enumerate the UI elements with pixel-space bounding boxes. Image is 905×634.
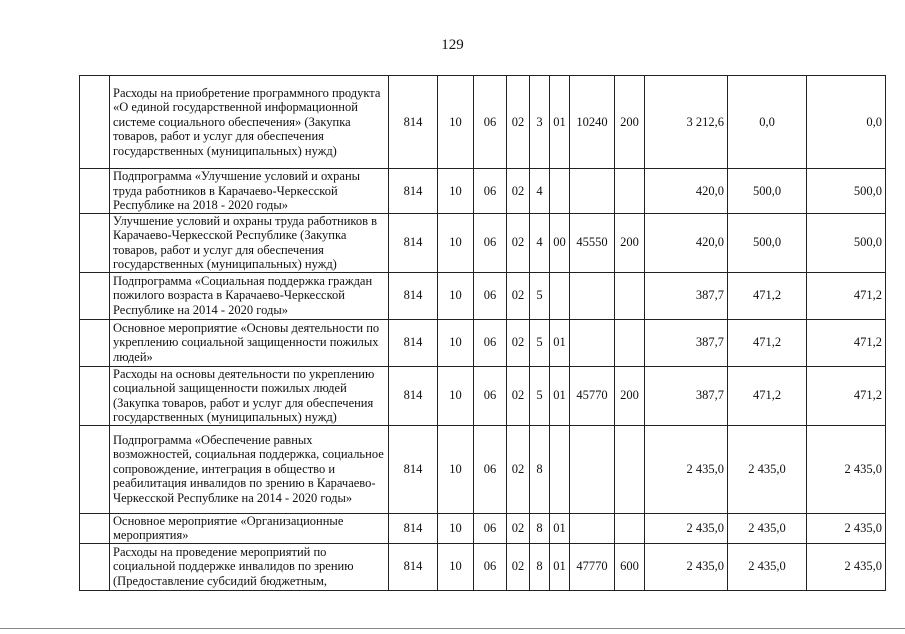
subprogram-code-cell: 8	[530, 513, 550, 543]
subsection-cell: 06	[474, 513, 507, 543]
row-number-cell	[80, 513, 110, 543]
amount-year3-cell: 471,2	[807, 272, 886, 319]
direction-code-cell	[570, 319, 615, 366]
expense-type-cell	[615, 169, 645, 214]
expense-type-cell	[615, 319, 645, 366]
grbs-cell: 814	[389, 513, 438, 543]
table-row	[80, 213, 886, 272]
expense-type-cell: 600	[615, 543, 645, 590]
row-name-cell: Расходы на проведение мероприятий по социальной поддержке инвалидов по зрению (Предоставление субсидий бюджетным,	[110, 543, 389, 590]
expense-type-cell	[615, 513, 645, 543]
section-cell: 10	[438, 76, 474, 169]
row-number-cell	[80, 169, 110, 214]
amount-year1-cell: 387,7	[645, 272, 728, 319]
row-name-cell: Основное мероприятие «Основы деятельности по укреплению социальной защищенности пожилых людей»	[110, 319, 389, 366]
expense-type-cell	[615, 425, 645, 513]
section-cell: 10	[438, 272, 474, 319]
subprogram-code-cell: 8	[530, 543, 550, 590]
row-name-cell: Основное мероприятие «Организационные мероприятия»	[110, 513, 389, 543]
subsection-cell: 06	[474, 76, 507, 169]
expense-type-cell: 200	[615, 76, 645, 169]
grbs-cell: 814	[389, 425, 438, 513]
row-name-cell: Подпрограмма «Социальная поддержка граждан пожилого возраста в Карачаево-Черкесской Республике на 2014 - 2020 годы»	[110, 272, 389, 319]
amount-year1-cell: 2 435,0	[645, 425, 728, 513]
table-row	[80, 76, 886, 169]
direction-code-cell: 47770	[570, 543, 615, 590]
event-code-cell	[550, 272, 570, 319]
subprogram-code-cell: 4	[530, 213, 550, 272]
table-row	[80, 366, 886, 425]
row-number-cell	[80, 272, 110, 319]
event-code-cell: 01	[550, 319, 570, 366]
grbs-cell: 814	[389, 543, 438, 590]
program-code-cell: 02	[507, 543, 530, 590]
amount-year2-cell: 500,0	[728, 213, 807, 272]
amount-year3-cell: 500,0	[807, 169, 886, 214]
page-bottom-edge	[0, 628, 905, 629]
grbs-cell: 814	[389, 272, 438, 319]
direction-code-cell: 10240	[570, 76, 615, 169]
row-name-cell: Улучшение условий и охраны труда работников в Карачаево-Черкесской Республике (Закупка товаров, работ и услуг для обеспечения государственных (муниципальных) нужд)	[110, 213, 389, 272]
event-code-cell: 01	[550, 543, 570, 590]
grbs-cell: 814	[389, 76, 438, 169]
section-cell: 10	[438, 213, 474, 272]
amount-year3-cell: 471,2	[807, 319, 886, 366]
program-code-cell: 02	[507, 272, 530, 319]
subprogram-code-cell: 5	[530, 366, 550, 425]
amount-year1-cell: 2 435,0	[645, 543, 728, 590]
expense-type-cell: 200	[615, 213, 645, 272]
subprogram-code-cell: 5	[530, 319, 550, 366]
section-cell: 10	[438, 319, 474, 366]
amount-year2-cell: 471,2	[728, 272, 807, 319]
section-cell: 10	[438, 425, 474, 513]
program-code-cell: 02	[507, 513, 530, 543]
row-name-cell: Расходы на основы деятельности по укреплению социальной защищенности пожилых людей (Закупка товаров, работ и услуг для обеспечения государственных (муниципальных) нужд)	[110, 366, 389, 425]
section-cell: 10	[438, 366, 474, 425]
section-cell: 10	[438, 169, 474, 214]
amount-year2-cell: 2 435,0	[728, 543, 807, 590]
subsection-cell: 06	[474, 425, 507, 513]
amount-year2-cell: 471,2	[728, 366, 807, 425]
program-code-cell: 02	[507, 425, 530, 513]
amount-year1-cell: 3 212,6	[645, 76, 728, 169]
event-code-cell: 00	[550, 213, 570, 272]
subprogram-code-cell: 5	[530, 272, 550, 319]
event-code-cell	[550, 169, 570, 214]
event-code-cell: 01	[550, 76, 570, 169]
subprogram-code-cell: 8	[530, 425, 550, 513]
amount-year3-cell: 2 435,0	[807, 425, 886, 513]
program-code-cell: 02	[507, 366, 530, 425]
direction-code-cell	[570, 425, 615, 513]
row-name-cell: Подпрограмма «Обеспечение равных возможностей, социальная поддержка, социальное сопровождение, интеграция в общество и реабилитация инвалидов по зрению в Карачаево-Черкесской Республике на 2014 - 2020 годы»	[110, 425, 389, 513]
event-code-cell	[550, 425, 570, 513]
row-number-cell	[80, 425, 110, 513]
row-number-cell	[80, 543, 110, 590]
subprogram-code-cell: 3	[530, 76, 550, 169]
amount-year2-cell: 471,2	[728, 319, 807, 366]
amount-year1-cell: 420,0	[645, 169, 728, 214]
subsection-cell: 06	[474, 366, 507, 425]
expense-type-cell: 200	[615, 366, 645, 425]
row-number-cell	[80, 213, 110, 272]
program-code-cell: 02	[507, 319, 530, 366]
subsection-cell: 06	[474, 319, 507, 366]
subsection-cell: 06	[474, 169, 507, 214]
amount-year3-cell: 0,0	[807, 76, 886, 169]
amount-year2-cell: 2 435,0	[728, 425, 807, 513]
direction-code-cell	[570, 513, 615, 543]
amount-year1-cell: 387,7	[645, 366, 728, 425]
budget-table	[79, 75, 886, 591]
table-row	[80, 425, 886, 513]
subsection-cell: 06	[474, 543, 507, 590]
subsection-cell: 06	[474, 213, 507, 272]
section-cell: 10	[438, 513, 474, 543]
event-code-cell: 01	[550, 513, 570, 543]
table-row	[80, 543, 886, 590]
amount-year2-cell: 500,0	[728, 169, 807, 214]
amount-year2-cell: 2 435,0	[728, 513, 807, 543]
direction-code-cell	[570, 272, 615, 319]
row-name-cell: Расходы на приобретение программного продукта «О единой государственной информационной системе социального обеспечения» (Закупка товаров, работ и услуг для обеспечения государственных (муниципальных) нужд)	[110, 76, 389, 169]
amount-year3-cell: 500,0	[807, 213, 886, 272]
row-number-cell	[80, 319, 110, 366]
amount-year1-cell: 2 435,0	[645, 513, 728, 543]
amount-year1-cell: 420,0	[645, 213, 728, 272]
amount-year3-cell: 2 435,0	[807, 513, 886, 543]
subprogram-code-cell: 4	[530, 169, 550, 214]
row-name-cell: Подпрограмма «Улучшение условий и охраны труда работников в Карачаево-Черкесской Республике на 2018 - 2020 годы»	[110, 169, 389, 214]
amount-year3-cell: 471,2	[807, 366, 886, 425]
grbs-cell: 814	[389, 169, 438, 214]
table-row	[80, 319, 886, 366]
amount-year1-cell: 387,7	[645, 319, 728, 366]
section-cell: 10	[438, 543, 474, 590]
amount-year2-cell: 0,0	[728, 76, 807, 169]
direction-code-cell	[570, 169, 615, 214]
direction-code-cell: 45550	[570, 213, 615, 272]
amount-year3-cell: 2 435,0	[807, 543, 886, 590]
table-row	[80, 513, 886, 543]
row-number-cell	[80, 76, 110, 169]
event-code-cell: 01	[550, 366, 570, 425]
table-row	[80, 169, 886, 214]
expense-type-cell	[615, 272, 645, 319]
table-row	[80, 272, 886, 319]
program-code-cell: 02	[507, 76, 530, 169]
grbs-cell: 814	[389, 319, 438, 366]
subsection-cell: 06	[474, 272, 507, 319]
page-number: 129	[441, 37, 464, 53]
direction-code-cell: 45770	[570, 366, 615, 425]
grbs-cell: 814	[389, 213, 438, 272]
program-code-cell: 02	[507, 169, 530, 214]
grbs-cell: 814	[389, 366, 438, 425]
row-number-cell	[80, 366, 110, 425]
program-code-cell: 02	[507, 213, 530, 272]
